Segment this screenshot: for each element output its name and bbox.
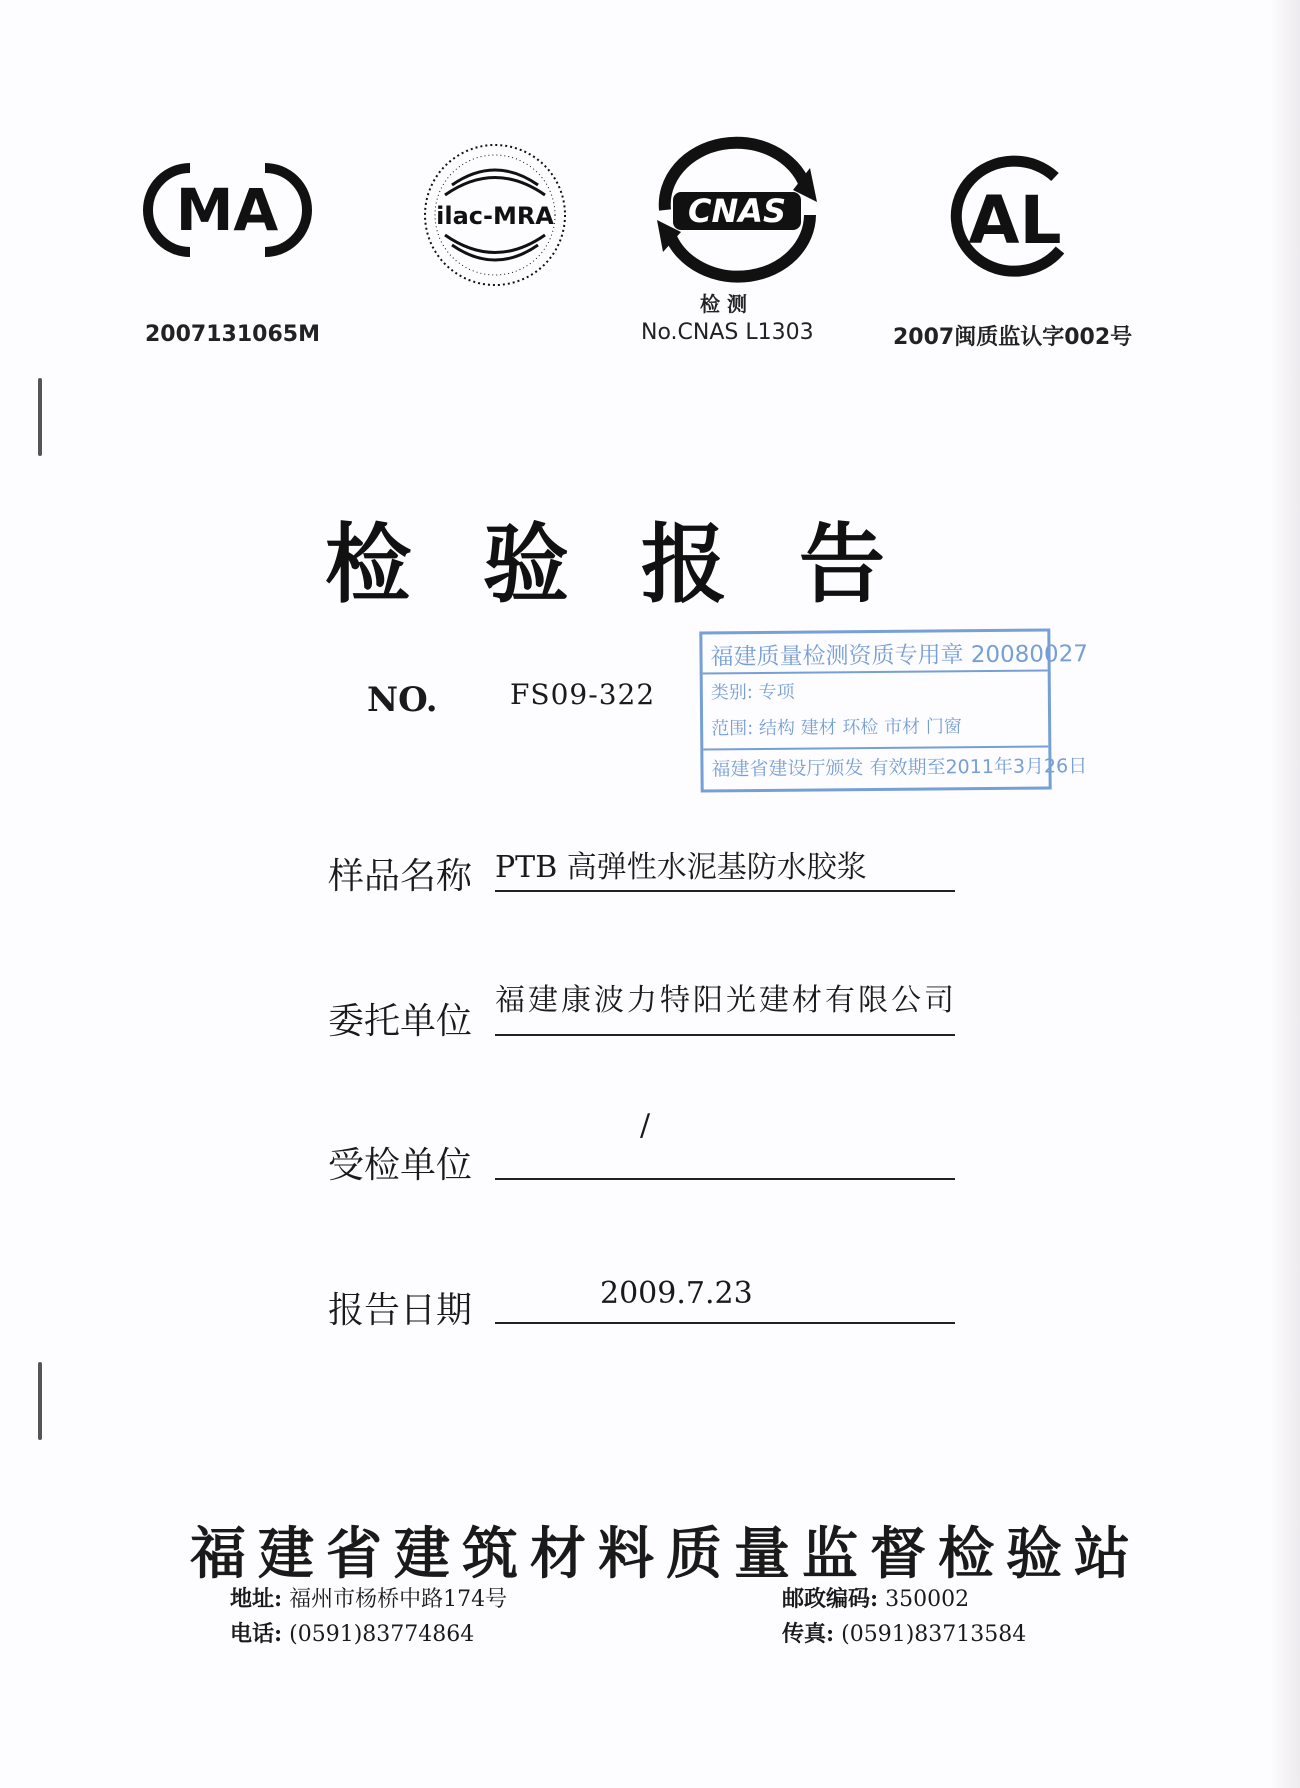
client-underline: [495, 1034, 955, 1036]
address-line: [230, 1582, 507, 1613]
sample-name-underline: [495, 890, 955, 892]
postcode-label: 邮政编码:: [782, 1586, 879, 1612]
fax-line: [782, 1617, 1026, 1648]
cnas-logo-text: CNAS: [687, 192, 787, 230]
postcode-line: [782, 1582, 969, 1613]
report-date-underline: [495, 1322, 955, 1324]
sample-name-value: PTB 高弹性水泥基防水胶浆: [495, 850, 867, 885]
client-value: 福建康波力特阳光建材有限公司: [495, 983, 957, 1018]
cal-caption: 2007闽质监认字002号: [893, 325, 1133, 350]
fax-value: (0591)83713584: [841, 1622, 1027, 1647]
report-date-value: 2009.7.23: [600, 1276, 753, 1311]
organization-name: 福建省建筑材料质量监督检验站: [190, 1521, 1142, 1587]
stamp-line-2: 类别: 专项: [710, 681, 795, 704]
sample-name-label: 样品名称: [328, 856, 473, 897]
stamp-line-3: 范围: 结构 建材 环检 市材 门窗: [711, 716, 962, 740]
stamp-line-1: 福建质量检测资质专用章 20080027: [702, 635, 1047, 674]
phone-value: (0591)83774864: [289, 1622, 475, 1647]
stamp-line-4: 福建省建设厅颁发 有效期至2011年3月26日: [703, 745, 1048, 781]
cnas-sub-label: 检 测: [700, 292, 747, 316]
cma-caption: 2007131065M: [145, 322, 320, 347]
ilac-mra-logo: [420, 140, 570, 290]
report-no-value: FS09-322: [510, 678, 656, 711]
inspected-unit-underline: [495, 1178, 955, 1180]
report-title: 检验报告: [325, 514, 957, 615]
cal-logo: [945, 155, 1085, 275]
cnas-caption: No.CNAS L1303: [641, 320, 814, 345]
inspected-unit-label: 受检单位: [328, 1145, 473, 1186]
postcode-value: 350002: [885, 1587, 970, 1612]
page-edge-shadow: [1270, 0, 1300, 1788]
ilac-logo-text: ilac-MRA: [436, 202, 554, 230]
cal-logo-text: AL: [968, 182, 1062, 259]
address-value: 福州市杨桥中路174号: [289, 1587, 508, 1612]
cnas-logo: [645, 140, 830, 280]
staple-mark-bottom: [38, 1362, 42, 1440]
inspected-unit-value: /: [640, 1108, 651, 1143]
client-label: 委托单位: [328, 1001, 473, 1042]
qualification-stamp: [699, 628, 1089, 792]
cma-logo: [150, 160, 305, 260]
address-label: 地址:: [230, 1586, 283, 1612]
report-date-label: 报告日期: [328, 1290, 473, 1331]
fax-label: 传真:: [782, 1621, 835, 1647]
cma-logo-text: MA: [175, 176, 279, 244]
staple-mark-top: [38, 378, 42, 456]
phone-line: [230, 1617, 474, 1648]
report-no-label: NO.: [367, 680, 438, 720]
phone-label: 电话:: [230, 1621, 283, 1647]
